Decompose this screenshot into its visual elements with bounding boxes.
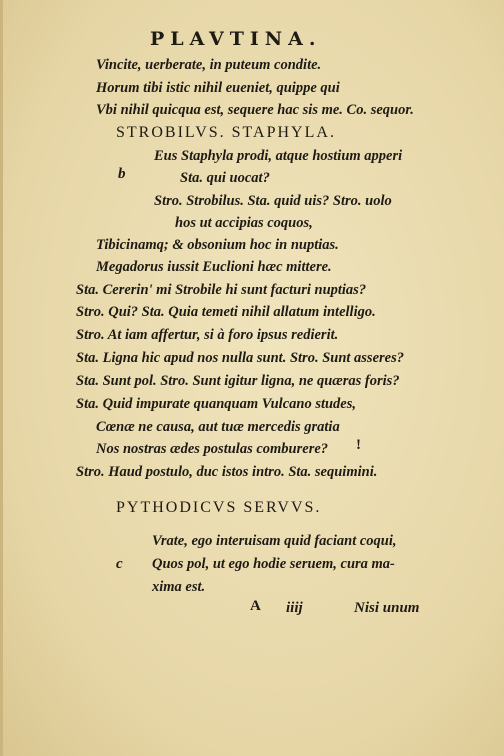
catchword: Nisi unum [354,600,420,616]
verse-line: Nos nostras ædes postulas comburere? [96,441,329,457]
margin-mark: ! [356,437,361,453]
scene-heading: STROBILVS. STAPHYLA. [116,124,336,141]
verse-line: Sta. Sunt pol. Stro. Sunt igitur ligna, ne quæras foris? [76,373,400,389]
signature-mark: A [250,598,261,614]
verse-line: Megadorus iussit Euclioni hæc mittere. [96,259,332,275]
verse-line: Stro. Qui? Sta. Quia temeti nihil allatum intelligo. [76,304,376,320]
verse-line: Vbi nihil quicqua est, sequere hac sis me. Co. sequor. [96,102,414,118]
verse-line: Stro. Haud postulo, duc istos intro. Sta. sequimini. [76,464,378,480]
verse-line: Quos pol, ut ego hodie seruem, cura ma- [152,556,395,572]
verse-line: xima est. [152,579,206,595]
verse-line: Sta. Quid impurate quanquam Vulcano studes, [76,396,357,412]
verse-line: Eus Staphyla prodi, atque hostium apperi [154,148,403,164]
verse-line: Tibicinamq; & obsonium hoc in nuptias. [96,237,339,253]
verse-line: Stro. Strobilus. Sta. quid uis? Stro. uolo [154,193,392,209]
verse-line: Vincite, uerberate, in puteum condite. [96,57,322,73]
running-header: PLAVTINA. [150,28,322,50]
signature-number: iiij [286,600,303,616]
verse-line: Sta. Ligna hic apud nos nulla sunt. Stro. Sunt asseres? [76,350,404,366]
verse-line: Vrate, ego interuisam quid faciant coqui, [152,533,397,549]
margin-letter: b [118,166,126,182]
verse-line: Sta. qui uocat? [180,170,270,186]
verse-line: Horum tibi istic nihil eueniet, quippe qui [96,80,340,96]
page-edge [0,0,3,756]
margin-letter: c [116,556,123,572]
scene-heading: PYTHODICVS SERVVS. [116,499,322,516]
verse-line: Sta. Cererin' mi Strobile hi sunt facturi nuptias? [76,282,367,298]
verse-line: hos ut accipias coquos, [175,215,313,231]
verse-line: Cœnæ ne causa, aut tuæ mercedis gratia [96,419,340,435]
verse-line: Stro. At iam affertur, si à foro ipsus redierit. [76,327,339,343]
